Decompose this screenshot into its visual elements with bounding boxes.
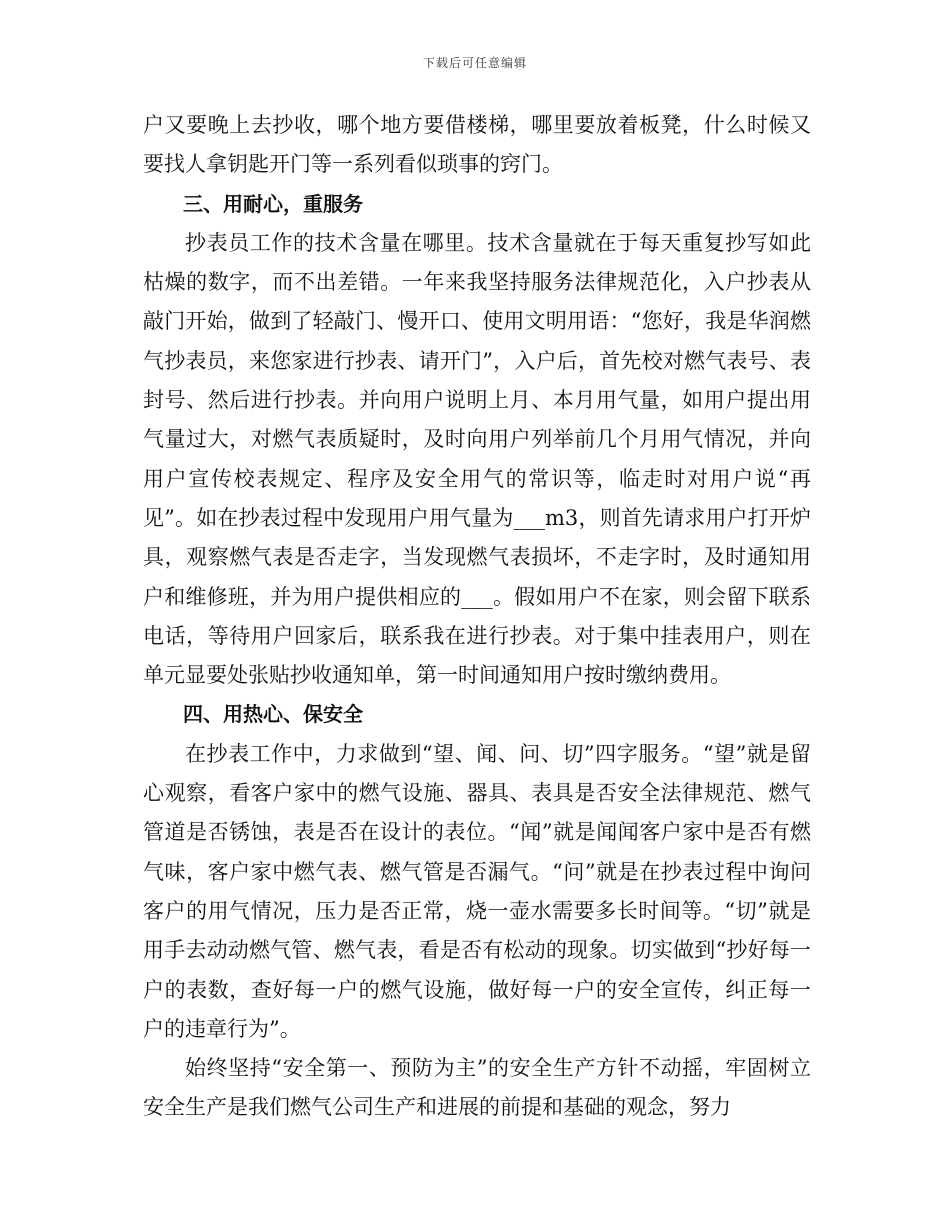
page-header-note: 下载后可任意编辑 <box>422 56 527 70</box>
paragraph-continuation: 户又要晚上去抄收，哪个地方要借楼梯，哪里要放着板凳，什么时候又要找人拿钥匙开门等一系列看似琐事的窍门。 <box>143 113 811 177</box>
paragraph-safety-policy: 始终坚持“安全第一、预防为主”的安全生产方针不动摇，牢固树立安全生产是我们燃气公司生产和进展的前提和基础的观念，努力 <box>143 1056 811 1120</box>
paragraph-service: 抄表员工作的技术含量在哪里。技术含量就在于每天重复抄写如此枯燥的数字，而不出差错。一年来我坚持服务法律规范化，入户抄表从敲门开始，做到了轻敲门、慢开口、使用文明用语：“您好，我是华润燃气抄表员，来您家进行抄表、请开门”，入户后，首先校对燃气表号、表封号、然后进行抄表。并向用户说明上月、本月用气量，如用户提出用气量过大，对燃气表质疑时，及时向用户列举前几个月用气情况，并向用户宣传校表规定、程序及安全用气的常识等，临走时对用户说“再见”。如在抄表过程中发现用户用气量为___m3，则首先请求用户打开炉具，观察燃气表是否走字，当发现燃气表损坏，不走字时，及时通知用户和维修班，并为用户提供相应的___。假如用户不在家，则会留下联系电话，等待用户回家后，联系我在进行抄表。对于集中挂表用户，则在单元显要处张贴抄收通知单，第一时间通知用户按时缴纳费用。 <box>143 230 811 688</box>
section-heading-4: 四、用热心、保安全 <box>183 702 363 727</box>
section-heading-3: 三、用耐心，重服务 <box>183 191 363 216</box>
document-body <box>143 106 811 1128</box>
paragraph-four-services: 在抄表工作中，力求做到“望、闻、问、切”四字服务。“望”就是留心观察，看客户家中的燃气设施、器具、表具是否安全法律规范、燃气管道是否锈蚀，表是否在设计的表位。“闻”就是闻闻客户家中是否有燃气味，客户家中燃气表、燃气管是否漏气。“问”就是在抄表过程中询问客户的用气情况，压力是否正常，烧一壶水需要多长时间等。“切”就是用手去动动燃气管、燃气表，看是否有松动的现象。切实做到“抄好每一户的表数，查好每一户的燃气设施，做好每一户的安全宣传，纠正每一户的违章行为”。 <box>143 741 811 1041</box>
